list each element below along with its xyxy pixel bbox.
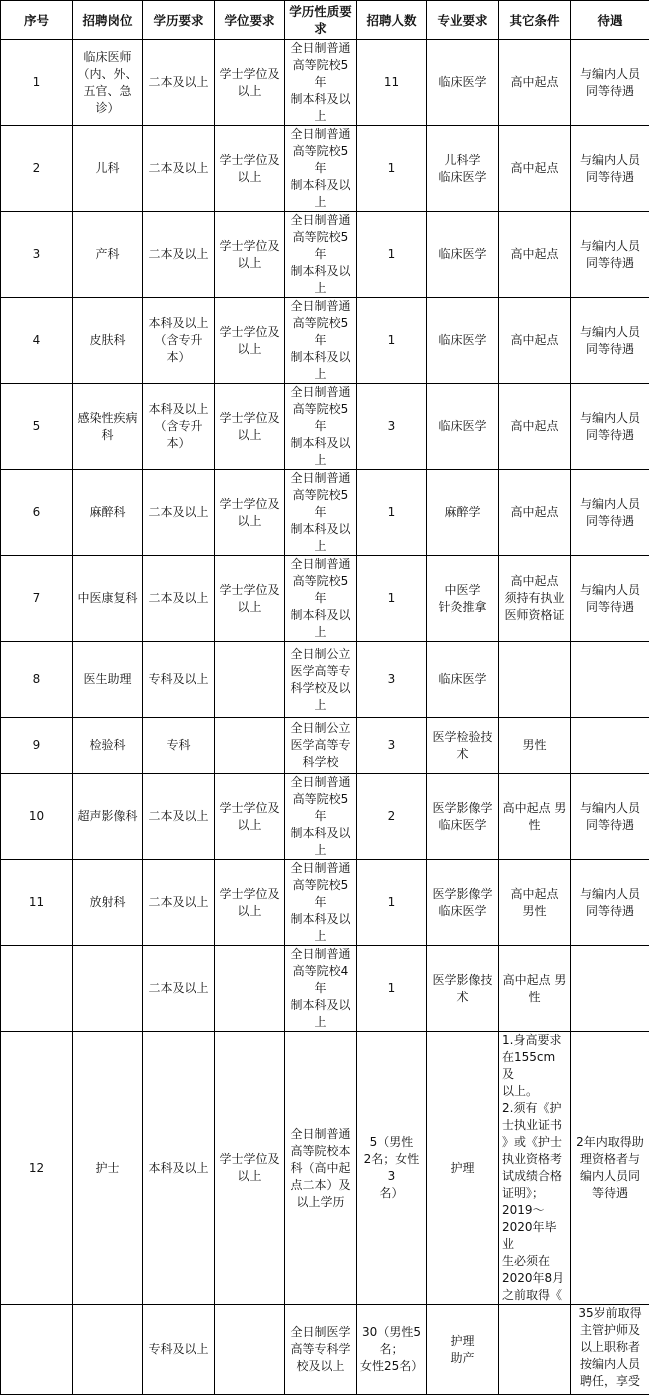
cell-no: 7 [1, 556, 73, 642]
cell-pay [571, 946, 649, 1032]
cell-pay [571, 718, 649, 774]
cell-post: 检验科 [73, 718, 143, 774]
cell-edu: 本科及以上 [143, 1032, 215, 1305]
cell-count: 1 [357, 556, 427, 642]
cell-pay: 与编内人员 同等待遇 [571, 860, 649, 946]
cell-edu: 二本及以上 [143, 40, 215, 126]
cell-post: 中医康复科 [73, 556, 143, 642]
cell-nature: 全日制普通 高等院校5年 制本科及以 上 [285, 40, 357, 126]
cell-pay: 2年内取得助 理资格者与 编内人员同 等待遇 [571, 1032, 649, 1305]
cell-count: 1 [357, 860, 427, 946]
header-nature: 学历性质要求 [285, 1, 357, 40]
cell-no: 10 [1, 774, 73, 860]
cell-degree: 学士学位及 以上 [215, 40, 285, 126]
cell-nature: 全日制普通 高等院校5年 制本科及以 上 [285, 126, 357, 212]
cell-count: 2 [357, 774, 427, 860]
cell-nature: 全日制普通 高等院校5年 制本科及以 上 [285, 298, 357, 384]
cell-count: 3 [357, 384, 427, 470]
table-row [1, 774, 649, 860]
cell-post [73, 946, 143, 1032]
cell-no: 11 [1, 860, 73, 946]
cell-pay: 与编内人员 同等待遇 [571, 384, 649, 470]
cell-other: 高中起点 男 性 [499, 774, 571, 860]
cell-degree: 学士学位及 以上 [215, 470, 285, 556]
cell-post: 超声影像科 [73, 774, 143, 860]
cell-no: 6 [1, 470, 73, 556]
cell-degree: 学士学位及 以上 [215, 126, 285, 212]
cell-other [499, 1305, 571, 1395]
cell-degree: 学士学位及 以上 [215, 556, 285, 642]
cell-nature: 全日制普通 高等院校5年 制本科及以 上 [285, 470, 357, 556]
cell-degree [215, 946, 285, 1032]
cell-other: 高中起点 [499, 384, 571, 470]
cell-edu: 二本及以上 [143, 212, 215, 298]
cell-edu: 二本及以上 [143, 126, 215, 212]
cell-other: 男性 [499, 718, 571, 774]
header-degree: 学位要求 [215, 1, 285, 40]
cell-count: 1 [357, 212, 427, 298]
cell-no: 3 [1, 212, 73, 298]
table-row [1, 946, 649, 1032]
cell-degree: 学士学位及 以上 [215, 384, 285, 470]
cell-major: 儿科学 临床医学 [427, 126, 499, 212]
cell-edu: 本科及以上 （含专升 本） [143, 298, 215, 384]
cell-post [73, 1305, 143, 1395]
cell-no: 1 [1, 40, 73, 126]
cell-other: 1.身高要求 在155cm及 以上。 2.须有《护 士执业证书 》或《护士 执业资格考 试成绩合格 证明》； 2019～ 2020年毕业 生必须在 2020年8月 之前取得《 [499, 1032, 571, 1305]
table-row [1, 642, 649, 718]
cell-no: 9 [1, 718, 73, 774]
header-post: 招聘岗位 [73, 1, 143, 40]
cell-major: 临床医学 [427, 40, 499, 126]
cell-nature: 全日制普通 高等院校本 科（高中起 点二本）及 以上学历 [285, 1032, 357, 1305]
cell-degree: 学士学位及 以上 [215, 1032, 285, 1305]
cell-edu: 二本及以上 [143, 470, 215, 556]
cell-pay [571, 642, 649, 718]
table-row [1, 860, 649, 946]
header-no: 序号 [1, 1, 73, 40]
cell-pay: 与编内人员 同等待遇 [571, 212, 649, 298]
cell-no: 4 [1, 298, 73, 384]
cell-nature: 全日制普通 高等院校5年 制本科及以 上 [285, 556, 357, 642]
cell-major: 护理 助产 [427, 1305, 499, 1395]
table-row [1, 1032, 649, 1305]
cell-degree: 学士学位及 以上 [215, 860, 285, 946]
cell-post: 皮肤科 [73, 298, 143, 384]
cell-nature: 全日制医学 高等专科学 校及以上 [285, 1305, 357, 1395]
cell-other: 高中起点 [499, 126, 571, 212]
cell-no: 8 [1, 642, 73, 718]
table-row [1, 126, 649, 212]
cell-no: 2 [1, 126, 73, 212]
cell-pay: 与编内人员 同等待遇 [571, 298, 649, 384]
header-other: 其它条件 [499, 1, 571, 40]
cell-other: 高中起点 [499, 212, 571, 298]
cell-other: 高中起点 [499, 40, 571, 126]
cell-edu: 二本及以上 [143, 946, 215, 1032]
cell-edu: 本科及以上 （含专升 本） [143, 384, 215, 470]
header-edu: 学历要求 [143, 1, 215, 40]
cell-edu: 专科及以上 [143, 1305, 215, 1395]
cell-edu: 二本及以上 [143, 556, 215, 642]
cell-other: 高中起点 [499, 470, 571, 556]
cell-degree: 学士学位及 以上 [215, 212, 285, 298]
cell-no: 5 [1, 384, 73, 470]
cell-post: 护士 [73, 1032, 143, 1305]
cell-degree [215, 718, 285, 774]
cell-edu: 二本及以上 [143, 860, 215, 946]
header-major: 专业要求 [427, 1, 499, 40]
table-row [1, 40, 649, 126]
header-count: 招聘人数 [357, 1, 427, 40]
cell-no [1, 1305, 73, 1395]
cell-degree: 学士学位及 以上 [215, 298, 285, 384]
cell-edu: 专科 [143, 718, 215, 774]
cell-major: 医学影像学 临床医学 [427, 860, 499, 946]
cell-pay: 35岁前取得 主管护师及 以上职称者 按编内人员 聘任，享受 [571, 1305, 649, 1395]
table-row [1, 298, 649, 384]
cell-pay: 与编内人员 同等待遇 [571, 126, 649, 212]
cell-nature: 全日制普通 高等院校5年 制本科及以 上 [285, 212, 357, 298]
table-row [1, 212, 649, 298]
header-pay: 待遇 [571, 1, 649, 40]
cell-major: 临床医学 [427, 298, 499, 384]
cell-degree [215, 1305, 285, 1395]
cell-pay: 与编内人员 同等待遇 [571, 470, 649, 556]
cell-count: 1 [357, 470, 427, 556]
cell-pay: 与编内人员 同等待遇 [571, 40, 649, 126]
cell-pay: 与编内人员 同等待遇 [571, 556, 649, 642]
cell-degree: 学士学位及 以上 [215, 774, 285, 860]
cell-degree [215, 642, 285, 718]
cell-post: 感染性疾病 科 [73, 384, 143, 470]
cell-count: 1 [357, 946, 427, 1032]
cell-major: 医学影像技 术 [427, 946, 499, 1032]
table-row [1, 556, 649, 642]
cell-major: 医学影像学 临床医学 [427, 774, 499, 860]
cell-count: 11 [357, 40, 427, 126]
cell-major: 麻醉学 [427, 470, 499, 556]
cell-no [1, 946, 73, 1032]
header-row [1, 1, 649, 40]
cell-edu: 二本及以上 [143, 774, 215, 860]
cell-major: 中医学 针灸推拿 [427, 556, 499, 642]
cell-no: 12 [1, 1032, 73, 1305]
cell-other: 高中起点 男性 [499, 860, 571, 946]
cell-major: 医学检验技 术 [427, 718, 499, 774]
cell-other: 高中起点 男 性 [499, 946, 571, 1032]
cell-other: 高中起点 须持有执业 医师资格证 [499, 556, 571, 642]
cell-count: 3 [357, 642, 427, 718]
cell-other [499, 642, 571, 718]
cell-other: 高中起点 [499, 298, 571, 384]
cell-major: 护理 [427, 1032, 499, 1305]
cell-nature: 全日制普通 高等院校4年 制本科及以 上 [285, 946, 357, 1032]
cell-major: 临床医学 [427, 384, 499, 470]
table-row [1, 718, 649, 774]
cell-nature: 全日制普通 高等院校5年 制本科及以 上 [285, 860, 357, 946]
cell-post: 产科 [73, 212, 143, 298]
cell-nature: 全日制普通 高等院校5年 制本科及以 上 [285, 384, 357, 470]
cell-major: 临床医学 [427, 212, 499, 298]
cell-post: 放射科 [73, 860, 143, 946]
cell-count: 30（男性5 名； 女性25名） [357, 1305, 427, 1395]
cell-post: 医生助理 [73, 642, 143, 718]
table-row [1, 1305, 649, 1395]
cell-pay: 与编内人员 同等待遇 [571, 774, 649, 860]
cell-nature: 全日制公立 医学高等专 科学校及以 上 [285, 642, 357, 718]
table-row [1, 470, 649, 556]
cell-count: 1 [357, 126, 427, 212]
cell-major: 临床医学 [427, 642, 499, 718]
cell-count: 5（男性 2名；女性3 名） [357, 1032, 427, 1305]
cell-post: 麻醉科 [73, 470, 143, 556]
cell-nature: 全日制普通 高等院校5年 制本科及以 上 [285, 774, 357, 860]
cell-count: 3 [357, 718, 427, 774]
cell-count: 1 [357, 298, 427, 384]
cell-post: 儿科 [73, 126, 143, 212]
cell-post: 临床医师 （内、外、 五官、急 诊） [73, 40, 143, 126]
cell-edu: 专科及以上 [143, 642, 215, 718]
cell-nature: 全日制公立 医学高等专 科学校 [285, 718, 357, 774]
table-row [1, 384, 649, 470]
